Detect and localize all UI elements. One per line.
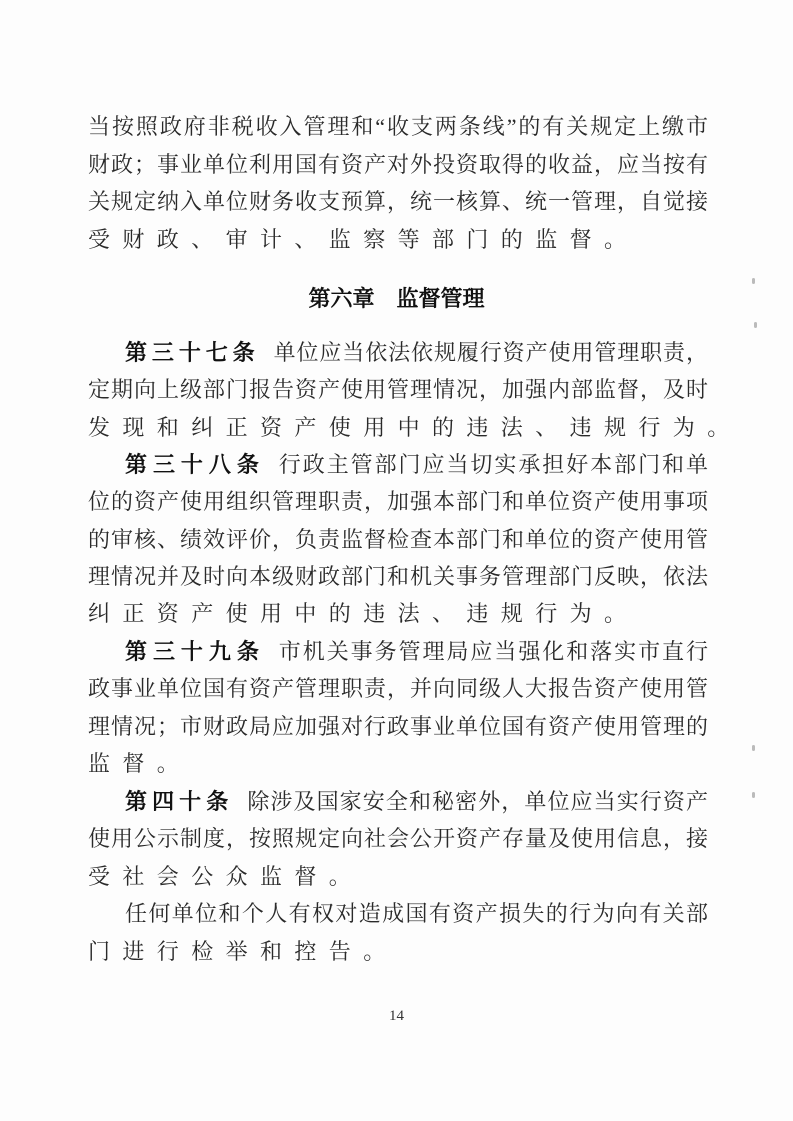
article-label: 第四十条 bbox=[125, 789, 234, 814]
scan-speck bbox=[754, 322, 757, 328]
body-line: 位的资产使用组织管理职责，加强本部门和单位资产使用事项 bbox=[88, 489, 708, 514]
article-text: 除涉及国家安全和秘密外，单位应当实行资产 bbox=[247, 789, 708, 814]
body-line: 门进行检举和控告。 bbox=[88, 939, 398, 964]
body-line: 监督。 bbox=[88, 751, 192, 776]
body-line: 政事业单位国有资产管理职责，并向同级人大报告资产使用管 bbox=[88, 676, 708, 701]
article-label: 第三十八条 bbox=[125, 452, 265, 477]
body-line: 当按照政府非税收入管理和“收支两条线”的有关规定上缴市 bbox=[88, 114, 708, 139]
scan-speck bbox=[752, 745, 755, 751]
body-line: 使用公示制度，按照规定向社会公开资产存量及使用信息，接 bbox=[88, 826, 708, 851]
chapter-heading: 第六章 监督管理 bbox=[308, 287, 485, 312]
scan-speck bbox=[752, 278, 755, 284]
scan-speck bbox=[752, 792, 755, 798]
body-line: 定期向上级部门报告资产使用管理情况，加强内部监督，及时 bbox=[88, 377, 708, 402]
body-line: 关规定纳入单位财务收支预算，统一核算、统一管理，自觉接 bbox=[88, 189, 708, 214]
article-label: 第三十七条 bbox=[125, 340, 260, 365]
body-line: 的审核、绩效评价，负责监督检查本部门和单位的资产使用管 bbox=[88, 527, 708, 552]
body-line: 纠正资产使用中的违法、违规行为。 bbox=[88, 601, 639, 626]
article-text: 行政主管部门应当切实承担好本部门和单 bbox=[278, 452, 708, 477]
article-text: 单位应当依法依规履行资产使用管理职责， bbox=[273, 340, 708, 365]
article-39-first-line bbox=[125, 637, 708, 667]
body-line: 财政；事业单位利用国有资产对外投资取得的收益，应当按有 bbox=[88, 152, 708, 177]
body-line: 任何单位和个人有权对造成国有资产损失的行为向有关部 bbox=[125, 901, 708, 926]
article-label: 第三十九条 bbox=[125, 639, 265, 664]
body-line: 受社会公众监督。 bbox=[88, 864, 364, 889]
body-line: 受财政、审计、监察等部门的监督。 bbox=[88, 227, 639, 252]
page-number: 14 bbox=[389, 1008, 404, 1024]
body-line: 理情况；市财政局应加强对行政事业单位国有资产使用管理的 bbox=[88, 714, 708, 739]
body-line: 发现和纠正资产使用中的违法、违规行为。 bbox=[88, 415, 742, 440]
article-37-first-line bbox=[125, 338, 708, 368]
article-text: 市机关事务管理局应当强化和落实市直行 bbox=[278, 639, 708, 664]
article-40-first-line bbox=[125, 787, 708, 817]
body-line: 理情况并及时向本级财政部门和机关事务管理部门反映，依法 bbox=[88, 564, 708, 589]
article-38-first-line bbox=[125, 450, 708, 480]
